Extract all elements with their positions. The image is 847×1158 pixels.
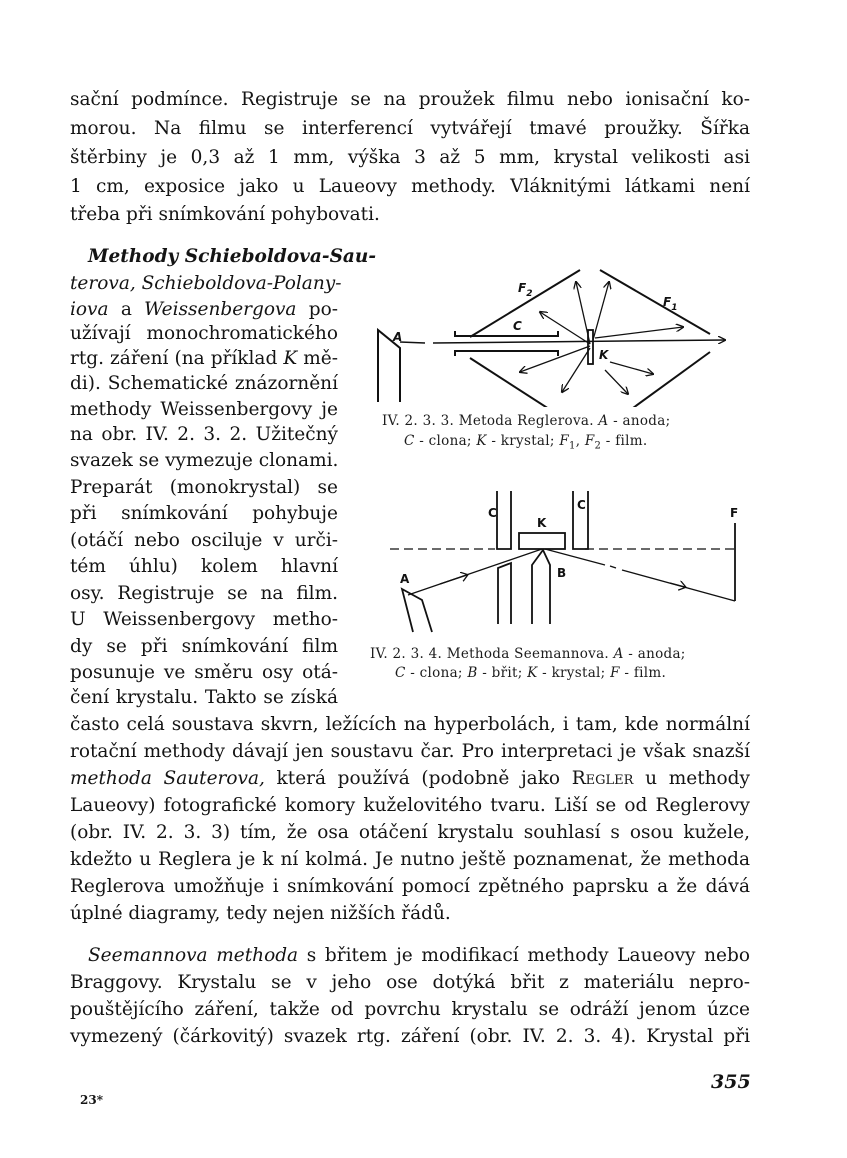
text-line: 1 cm, exposice jako u Laueovy methody. Vláknitými látkami není <box>70 176 750 197</box>
text-line: morou. Na filmu se interferencí vytvářejí tmavé proužky. Šířka <box>70 118 750 139</box>
text-line: Laueovy) fotografické komory kuželovitého tvaru. Liší se od Reglerovy <box>70 795 750 816</box>
label-collimator-left: C <box>488 506 497 520</box>
reflected-ray-a <box>545 549 605 565</box>
caption-text: , <box>575 433 585 449</box>
caption-text: - břit; <box>477 665 528 681</box>
text-line: tém úhlu) kolem hlavní <box>70 556 338 577</box>
caption-text: - krystal; <box>486 433 560 449</box>
method-names: Methody Schieboldova-Sau- <box>88 246 377 267</box>
text-span: rtg. záření (na příklad <box>70 348 278 369</box>
knife-edge <box>532 550 550 624</box>
incident-arrow <box>440 575 467 584</box>
ray <box>605 370 628 394</box>
ray <box>595 327 683 338</box>
label-film-f1: $F_1$ <box>663 295 678 313</box>
italic-term: iova <box>70 299 109 320</box>
text-line: dy se při snímkování film <box>70 636 338 657</box>
text-line: užívají monochromatického <box>70 323 338 344</box>
text-line: posunuje ve směru osy otá- <box>70 662 338 683</box>
italic-term: Schieboldova-Polany- <box>141 273 342 294</box>
caption-symbol: A <box>598 413 609 429</box>
caption-text: - anoda; <box>628 646 686 662</box>
ray <box>610 362 653 374</box>
figure-caption-seemann <box>370 645 686 663</box>
text-span: a <box>120 299 132 320</box>
collimator-left-lower <box>498 563 511 624</box>
caption-text: - clona; <box>414 433 477 449</box>
beam-segment <box>400 342 425 343</box>
reflected-ray-gap <box>610 566 616 568</box>
caption-subscript: 1 <box>569 440 576 452</box>
film-f1-upper <box>600 270 710 334</box>
caption-text: - clona; <box>405 665 468 681</box>
ray <box>576 282 590 344</box>
crystal-rect <box>519 533 565 549</box>
caption-symbol: A <box>613 646 624 662</box>
caption-subscript: 2 <box>594 440 602 452</box>
text-line: svazek se vymezuje clonami. <box>70 450 339 471</box>
figure-caption-regler-legend <box>404 432 648 456</box>
italic-term: terova, <box>70 273 136 294</box>
text-line <box>88 944 750 968</box>
figure-caption-seemann-legend <box>395 664 666 682</box>
text-line: Braggovy. Krystalu se v jeho ose dotýká břit z materiálu nepro- <box>70 972 750 993</box>
label-collimator: C <box>513 319 522 333</box>
caption-symbol: K <box>527 665 538 681</box>
collimator-upper <box>455 331 558 336</box>
signature-mark: 23* <box>80 1093 103 1107</box>
text-line: úplné diagramy, tedy nejen nižších řádů. <box>70 903 451 924</box>
text-line <box>88 245 377 269</box>
label-anode: A <box>393 330 403 344</box>
text-line: štěrbiny je 0,3 až 1 mm, výška 3 až 5 mm, krystal velikosti asi <box>70 147 750 168</box>
label-film-f2: $F_2$ <box>518 281 533 299</box>
incident-ray <box>408 549 542 595</box>
text-line: vymezený (čárkovitý) svazek rtg. záření (obr. IV. 2. 3. 4). Krystal při <box>70 1026 750 1047</box>
caption-symbol: K <box>476 433 487 449</box>
caption-text: - anoda; <box>613 413 671 429</box>
primary-beam <box>433 340 725 343</box>
italic-term: Seemannova methoda <box>88 945 299 966</box>
caption-symbol: F <box>584 433 595 449</box>
ray <box>540 312 590 344</box>
text-line: sační podmínce. Registruje se na proužek filmu nebo ionisační ko- <box>70 89 750 110</box>
text-span: s břitem je modifikací methody Laueovy nebo <box>306 945 750 966</box>
text-line: U Weissenbergovy metho- <box>70 609 338 630</box>
caption-symbol: B <box>467 665 478 681</box>
collimator-left-upper <box>497 491 511 549</box>
text-line: kdežto u Reglera je k ní kolmá. Je nutno ještě poznamenat, že methoda <box>70 849 750 870</box>
text-line: často celá soustava skvrn, ležících na hyperbolách, i tam, kde normální <box>70 714 750 735</box>
film-lower-right <box>600 352 710 407</box>
text-span: po- <box>308 299 338 320</box>
reflected-arrow <box>670 583 685 587</box>
text-span: která používá (podobně jako <box>276 768 561 789</box>
caption-symbol: C <box>395 665 406 681</box>
text-line: čení krystalu. Takto se získá <box>70 687 338 708</box>
text-line: při snímkování pohybuje <box>70 503 338 524</box>
italic-term: methoda Sauterova, <box>70 768 265 789</box>
text-line: methody Weissenbergovy je <box>70 399 338 420</box>
caption-symbol: F <box>559 433 570 449</box>
regler-diagram <box>365 262 750 407</box>
figure-regler-method <box>365 262 750 407</box>
text-line: (otáčí nebo osciluje v urči- <box>70 530 338 551</box>
text-line <box>70 272 342 296</box>
text-line <box>70 767 750 791</box>
label-collimator-right: C <box>577 498 586 512</box>
anode-shape <box>402 589 432 632</box>
text-span: mě- <box>303 348 338 369</box>
label-film: F <box>730 506 739 520</box>
figure-caption-regler <box>382 412 670 430</box>
label-crystal: K <box>537 516 547 530</box>
caption-text: - krystal; <box>537 665 611 681</box>
caption-text: - film. <box>619 665 667 681</box>
author-name: Regler <box>571 768 634 789</box>
label-crystal: K <box>599 348 609 362</box>
ray <box>593 282 609 340</box>
caption-text: IV. 2. 3. 3. Metoda Reglerova. <box>382 413 594 429</box>
seemann-diagram <box>370 485 750 635</box>
figure-seemann-method <box>370 485 750 635</box>
italic-term: Weissenbergova <box>144 299 297 320</box>
ray <box>520 346 590 372</box>
text-line: třeba při snímkování pohybovati. <box>70 204 380 225</box>
collimator-lower <box>455 351 558 356</box>
text-line: Reglerova umožňuje i snímkování pomocí zpětného paprsku a že dává <box>70 876 750 897</box>
page-number: 355 <box>711 1071 751 1093</box>
text-line: rotační methody dávají jen soustavu čar. Pro interpretaci je však snazší <box>70 741 750 762</box>
italic-term: K <box>283 348 298 369</box>
label-anode: A <box>400 572 410 586</box>
text-line: Preparát (monokrystal) se <box>70 477 338 498</box>
caption-text: - film. <box>601 433 648 449</box>
caption-text: IV. 2. 3. 4. Methoda Seemannova. <box>370 646 610 662</box>
text-line: di). Schematické znázornění <box>70 373 338 394</box>
caption-symbol: C <box>404 433 415 449</box>
text-line: osy. Registruje se na film. <box>70 583 338 604</box>
text-line: pouštějícího záření, takže od povrchu krystalu se odráží jenom úzce <box>70 999 750 1020</box>
text-line <box>70 298 338 322</box>
text-line: na obr. IV. 2. 3. 2. Užitečný <box>70 424 338 445</box>
film-lower-left <box>470 358 580 407</box>
text-line <box>70 347 338 371</box>
caption-symbol: F <box>610 665 620 681</box>
text-line: (obr. IV. 2. 3. 3) tím, že osa otáčení krystalu souhlasí s osou kužele, <box>70 822 750 843</box>
text-span: u methody <box>645 768 750 789</box>
label-knife-edge: B <box>557 566 567 580</box>
